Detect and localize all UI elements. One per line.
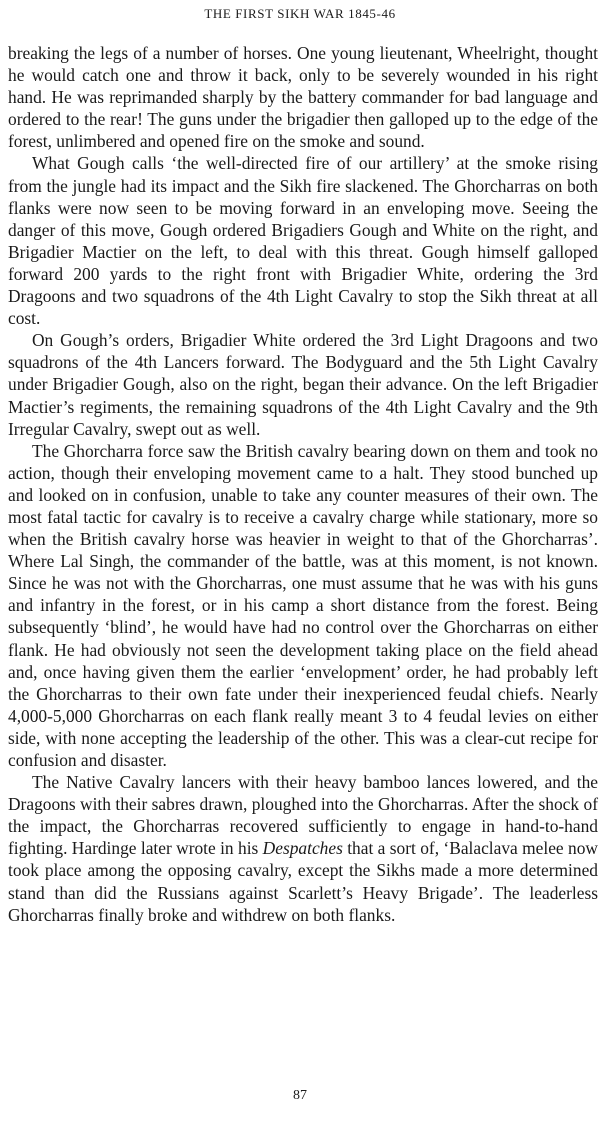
paragraph-melee (8, 771, 598, 926)
paragraph-ghorcharra-halt: The Ghorcharra force saw the British cavalry bearing down on them and took no action, though their enveloping movement came to a halt. They stood bunched up and looked on in confusion, unable to take any counter measures of their own. The most fatal tactic for cavalry is to receive a cavalry charge while stationary, more so when the British cavalry horse was heavier in weight to that of the Ghorcharras’. Where Lal Singh, the commander of the battle, was at this moment, is not known. Since he was not with the Ghorcharras, one must assume that he was with his guns and infantry in the forest, or in his camp a short distance from the forest. Being subsequently ‘blind’, he would have had no control over the Ghorcharras on either flank. He had obviously not seen the development taking place on the field ahead and, once having given them the earlier ‘envelopment’ order, he had probably left the Ghorcharras to their own fate under their inexperienced feudal chiefs. Nearly 4,000-5,000 Ghorcharras on each flank really meant 3 to 4 feudal levies on either side, with none accepting the leadership of the other. This was a clear-cut recipe for confusion and disaster. (8, 440, 598, 770)
running-header: THE FIRST SIKH WAR 1845-46 (204, 6, 396, 21)
melee-text-start: The Native Cavalry lancers with their heavy bamboo lances lowered, and the Dragoons with their sabres drawn, ploughed into the Ghorcharras. After the shock of the impact, the Ghorcharras recovered sufficiently to engage in hand-to-hand fighting. Hardinge later wrote in his (8, 772, 598, 859)
body-text (8, 42, 598, 926)
paragraph-artillery-fire: What Gough calls ‘the well-directed fire of our artillery’ at the smoke rising from the jungle had its impact and the Sikh fire slackened. The Ghorcharras on both flanks were now seen to be moving forward in an enveloping move. Seeing the danger of this move, Gough ordered Brigadiers Gough and White on the right, and Brigadier Mactier on the left, to deal with this threat. Gough himself galloped forward 200 yards to the right front with Brigadier White, ordering the 3rd Dragoons and two squadrons of the 4th Light Cavalry to stop the Sikh threat at all cost. (8, 153, 598, 329)
melee-text-end: that a sort of, ‘Balaclava melee now took place among the opposing cavalry, except the Sikhs made a more determined stand than did the Russians against Scarlett’s Heavy Brigade’. The leaderless Ghorcharras finally broke and withdrew on both flanks. (8, 838, 598, 925)
paragraph-continued: breaking the legs of a number of horses. One young lieutenant, Wheelright, thought he would catch one and throw it back, only to be severely wounded in his right hand. He was reprimanded sharply by the battery commander for bad language and ordered to the rear! The guns under the brigadier then galloped up to the edge of the forest, unlimbered and opened fire on the smoke and sound. (8, 43, 598, 152)
despatches-title: Despatches (262, 838, 343, 859)
page-number: 87 (293, 1088, 307, 1103)
paragraph-cavalry-advance: On Gough’s orders, Brigadier White ordered the 3rd Light Dragoons and two squadrons of the 4th Lancers forward. The Bodyguard and the 5th Light Cavalry under Brigadier Gough, also on the right, began their advance. On the left Brigadier Mactier’s regiments, the remaining squadrons of the 4th Light Cavalry and the 9th Irregular Cavalry, swept out as well. (8, 330, 598, 439)
